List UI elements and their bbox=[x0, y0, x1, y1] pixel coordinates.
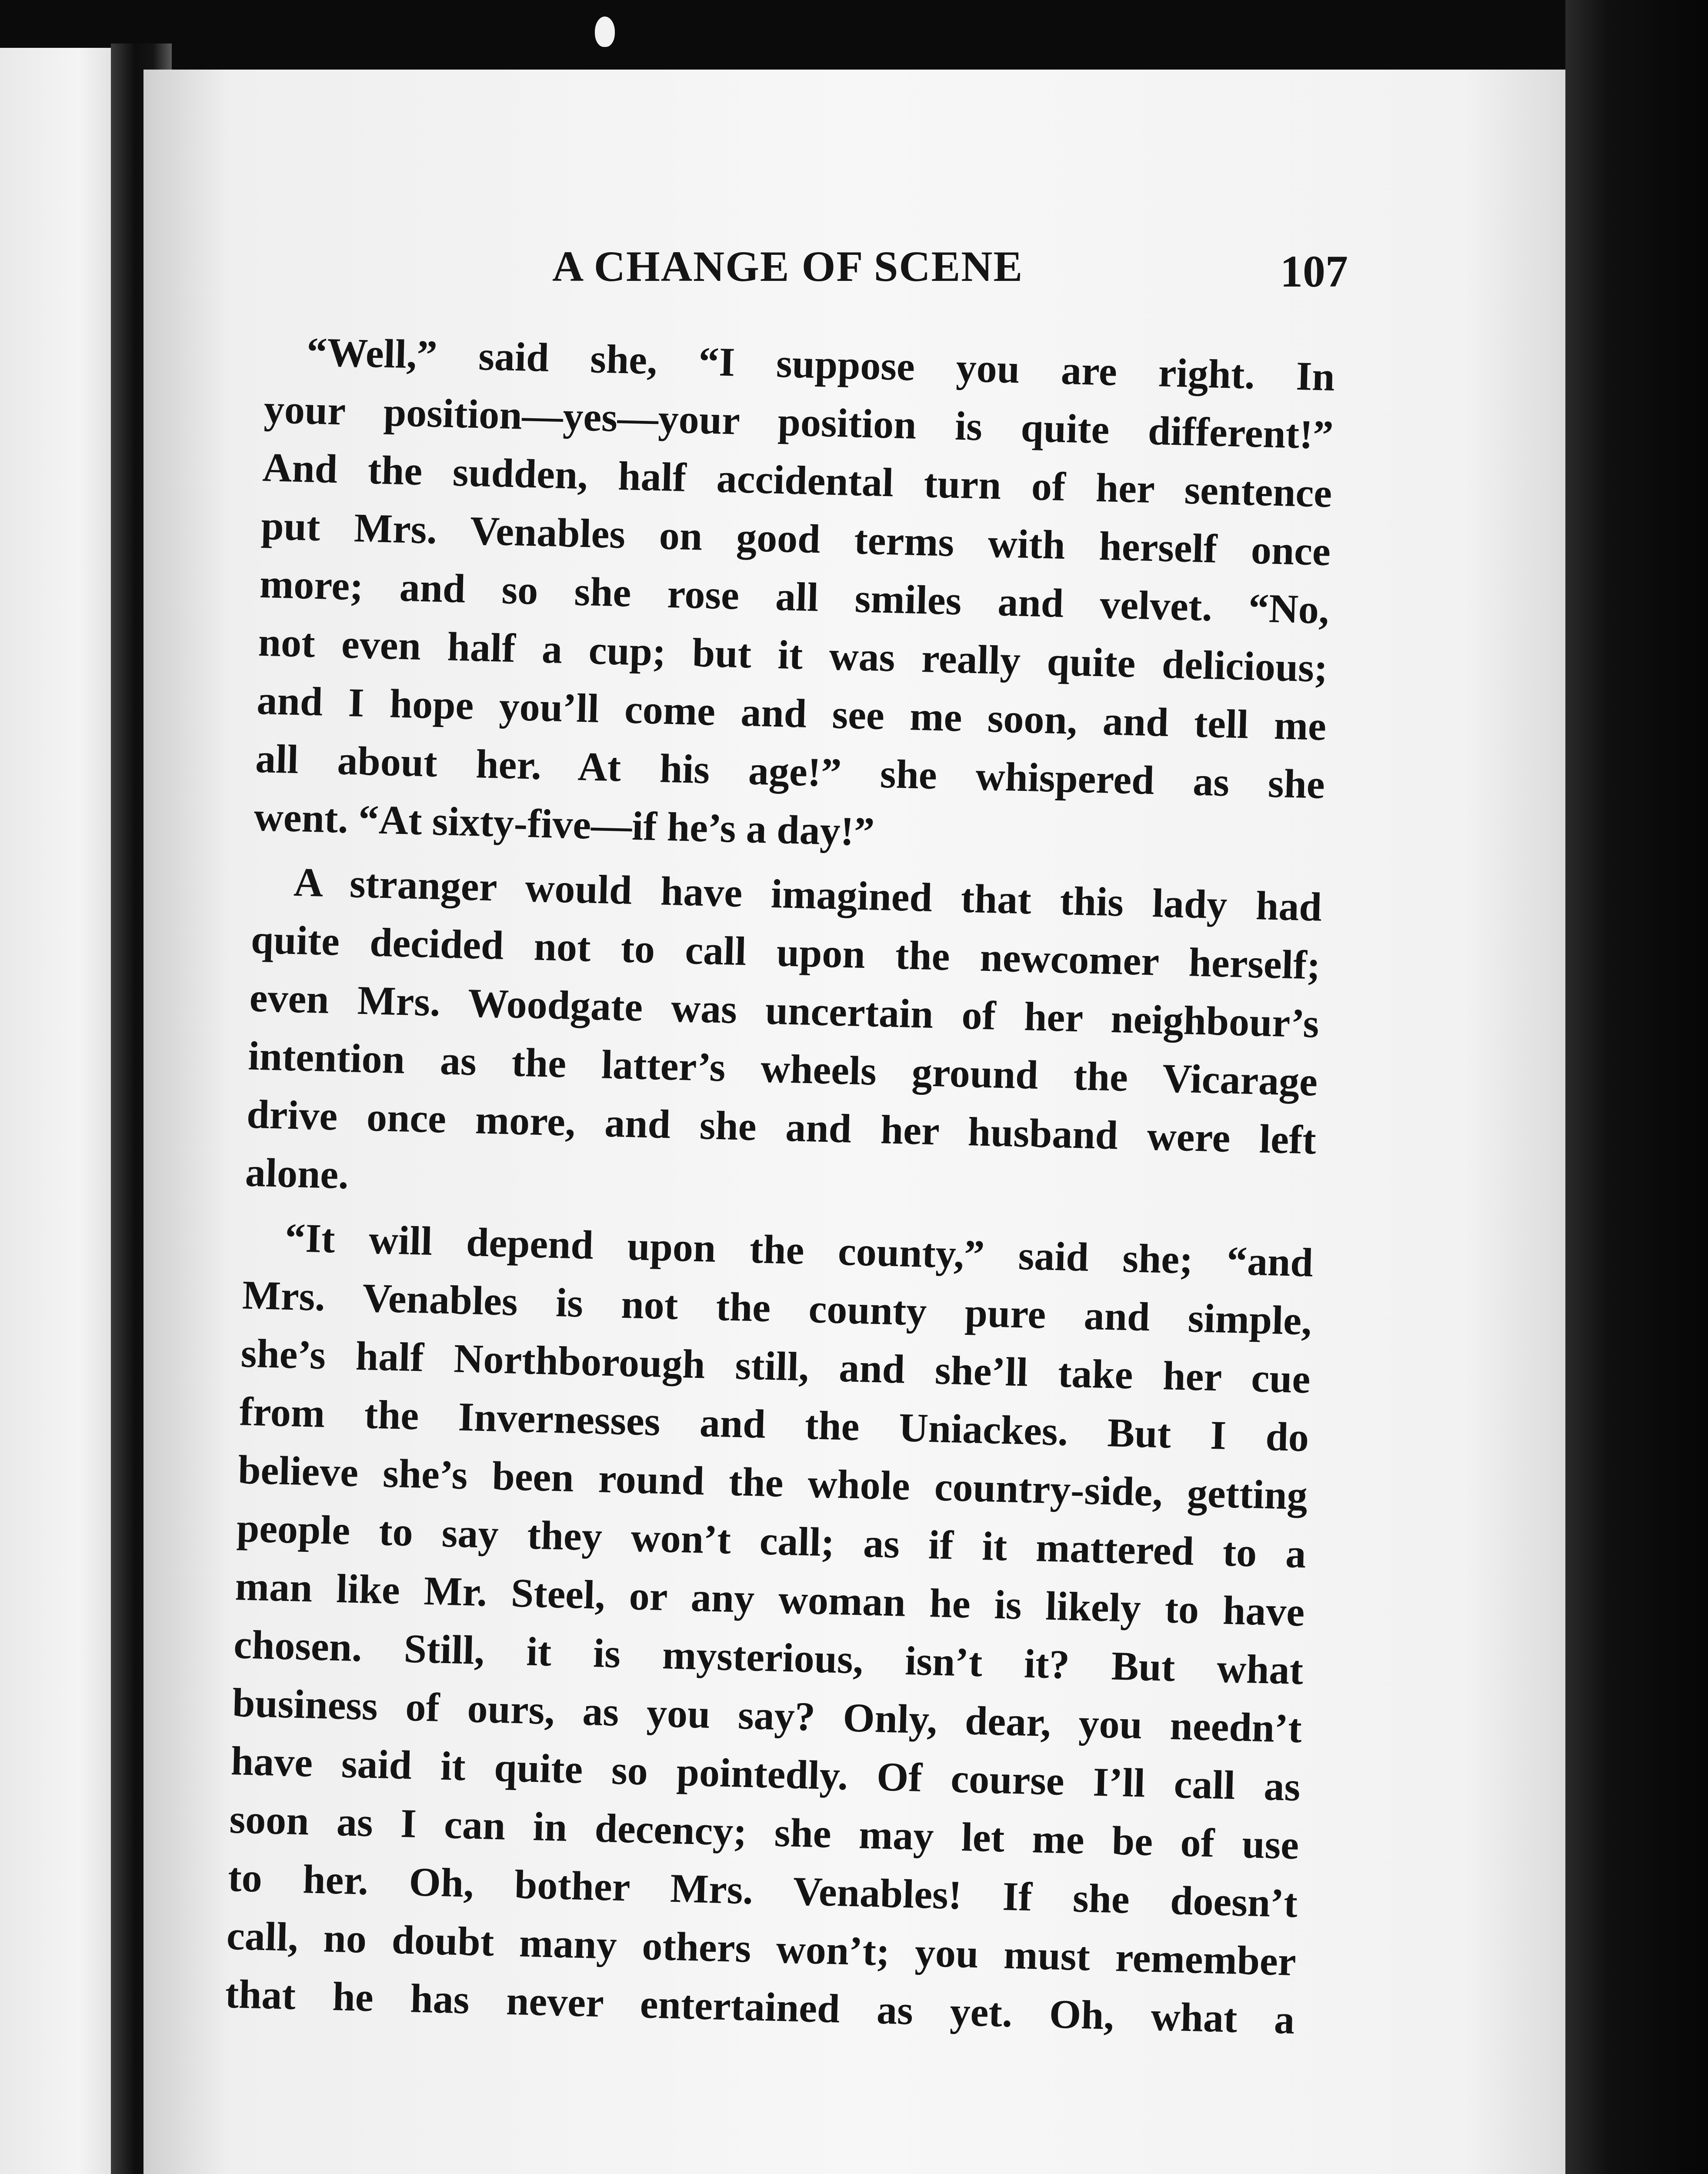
text-line: A stranger would have imagined that this lady had bbox=[293, 859, 1323, 930]
text-line: business of ours, as you say? Only, dear, you needn’t bbox=[232, 1680, 1302, 1752]
text-line: not even half a cup; but it was really quite delicious; bbox=[257, 619, 1328, 691]
text-line: chosen. Still, it is mysterious, isn’t it? But what bbox=[233, 1622, 1304, 1694]
text-line: to her. Oh, bother Mrs. Venables! If she doesn’t bbox=[227, 1854, 1298, 1927]
text-line: your position—yes—your position is quite different!” bbox=[263, 386, 1334, 458]
text-line: people to say they won’t call; as if it mattered to a bbox=[236, 1505, 1307, 1577]
text-line: she’s half Northborough still, and she’ll take her cue bbox=[240, 1330, 1311, 1402]
text-line: put Mrs. Venables on good terms with herself once bbox=[260, 503, 1331, 574]
text-line: believe she’s been round the whole country-side, getting bbox=[237, 1447, 1308, 1519]
text-line: more; and so she rose all smiles and velvet. “No, bbox=[259, 561, 1330, 633]
page-header bbox=[552, 241, 1348, 297]
text-line: drive once more, and she and her husband were left bbox=[246, 1091, 1317, 1163]
text-line: “It will depend upon the county,” said she; “and bbox=[284, 1215, 1314, 1286]
scan-mark bbox=[595, 17, 615, 47]
text-line: quite decided not to call upon the newcomer herself; bbox=[250, 917, 1321, 988]
text-line: “Well,” said she, “I suppose you are right. In bbox=[306, 329, 1335, 400]
text-line: And the sudden, half accidental turn of her sentence bbox=[262, 444, 1333, 516]
text-line: alone. bbox=[244, 1150, 350, 1198]
text-line: have said it quite so pointedly. Of course I’ll call as bbox=[230, 1738, 1301, 1810]
text-line: all about her. At his age!” she whispered as she bbox=[255, 736, 1325, 807]
text-line: intention as the latter’s wheels ground the Vicarage bbox=[247, 1033, 1318, 1105]
text-line: even Mrs. Woodgate was uncertain of her neighbour’s bbox=[249, 975, 1320, 1047]
text-line: call, no doubt many others won’t; you must remember bbox=[226, 1913, 1297, 1984]
text-line: Mrs. Venables is not the county pure and simple, bbox=[242, 1272, 1312, 1344]
running-title: A CHANGE OF SCENE bbox=[552, 242, 1024, 290]
text-line: man like Mr. Steel, or any woman he is likely to have bbox=[234, 1564, 1305, 1635]
text-line: and I hope you’ll come and see me soon, and tell me bbox=[256, 677, 1327, 749]
text-line: from the Invernesses and the Uniackes. But I do bbox=[239, 1389, 1310, 1460]
text-line: that he has never entertained as yet. Oh, what a bbox=[224, 1971, 1295, 2043]
text-line: went. “At sixty-five—if he’s a day!” bbox=[253, 794, 875, 855]
book-edge-shadow bbox=[1565, 0, 1708, 2174]
text-line: soon as I can in decency; she may let me be of use bbox=[229, 1796, 1300, 1868]
page-number: 107 bbox=[1280, 247, 1348, 297]
body-text bbox=[224, 322, 1335, 2049]
